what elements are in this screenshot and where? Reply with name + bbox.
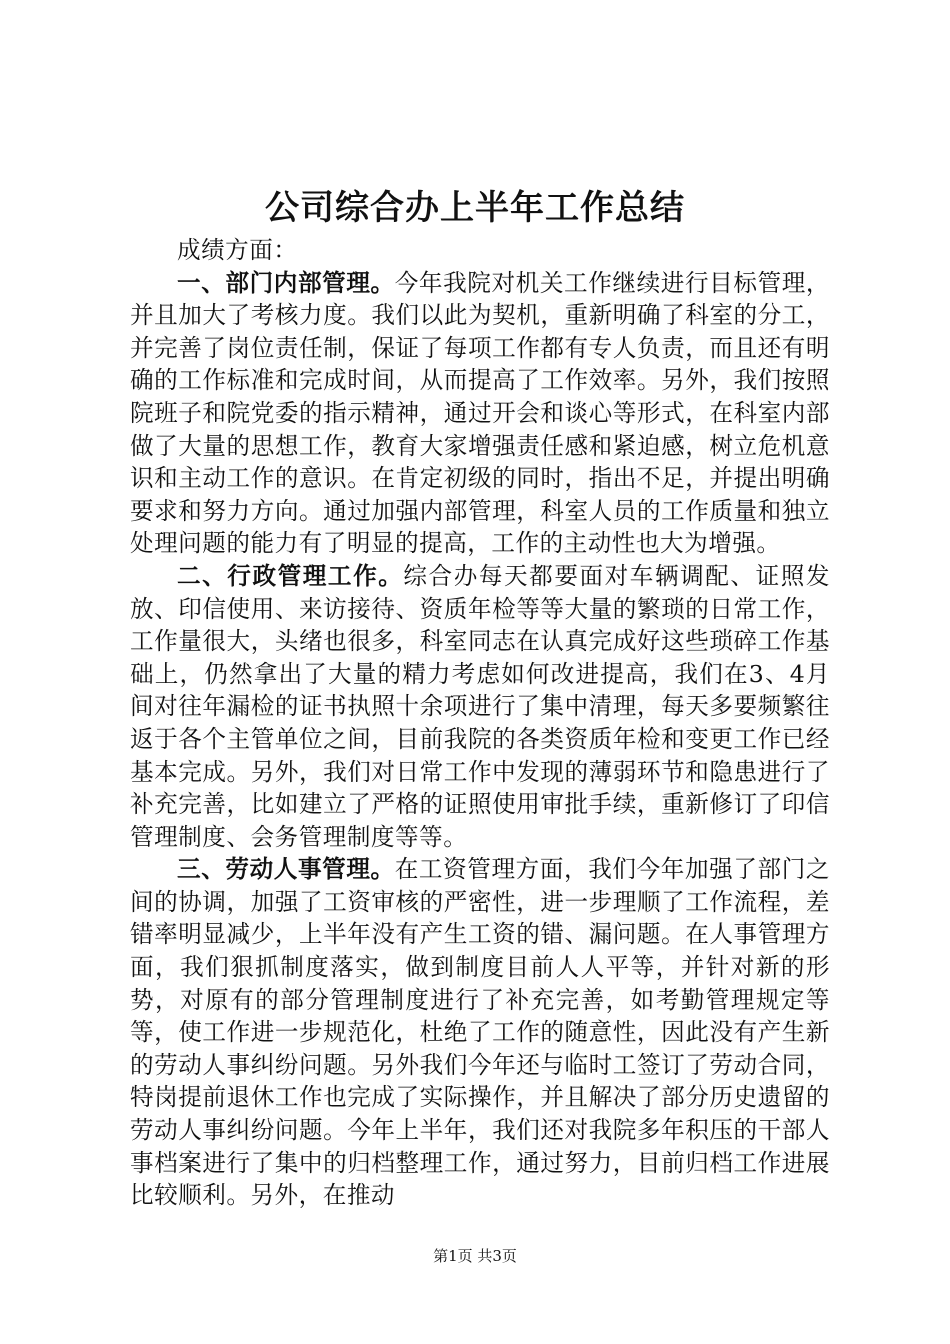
section-paragraph (130, 853, 830, 1212)
document-body (130, 234, 830, 1212)
section-text: 在工资管理方面，我们今年加强了部门之间的协调，加强了工资审核的严密性，进一步理顺了工作流程，差错率明显减少，上半年没有产生工资的错、漏问题。在人事管理方面，我们狠抓制度落实，做到制度目前人人平等，并针对新的形势，对原有的部分管理制度进行了补充完善，如考勤管理规定等等，使工作进一步规范化，杜绝了工作的随意性，因此没有产生新的劳动人事纠纷问题。另外我们今年还与临时工签订了劳动合同，特岗提前退休工作也完成了实际操作，并且解决了部分历史遗留的劳动人事纠纷问题。今年上半年，我们还对我院多年积压的干部人事档案进行了集中的归档整理工作，通过努力，目前归档工作进展比较顺利。另外，在推动 (130, 855, 831, 1210)
section-heading: 三、劳动人事管理。 (177, 855, 395, 884)
section-text: 今年我院对机关工作继续进行目标管理，并且加大了考核力度。我们以此为契机，重新明确了科室的分工，并完善了岗位责任制，保证了每项工作都有专人负责，而且还有明确的工作标准和完成时间，从而提高了工作效率。另外，我们按照院班子和院党委的指示精神，通过开会和谈心等形式，在科室内部做了大量的思想工作，教育大家增强责任感和紧迫感，树立危机意识和主动工作的意识。在肯定初级的同时，指出不足，并提出明确要求和努力方向。通过加强内部管理，科室人员的工作质量和独立处理问题的能力有了明显的提高，工作的主动性也大为增强。 (130, 268, 831, 558)
document-title: 公司综合办上半年工作总结 (265, 188, 685, 228)
page-footer: 第1页 共3页 (433, 1247, 517, 1265)
intro-line: 成绩方面： (177, 236, 298, 264)
section-paragraph (130, 267, 830, 560)
section-heading: 一、部门内部管理。 (177, 268, 395, 297)
section-text: 综合办每天都要面对车辆调配、证照发放、印信使用、来访接待、资质年检等等大量的繁琐的日常工作，工作量很大，头绪也很多，科室同志在认真完成好这些琐碎工作基础上，仍然拿出了大量的精力考虑如何改进提高，我们在3、4月间对往年漏检的证书执照十余项进行了集中清理，每天多要频繁往返于各个主管单位之间，目前我院的各类资质年检和变更工作已经基本完成。另外，我们对日常工作中发现的薄弱环节和隐患进行了补充完善，比如建立了严格的证照使用审批手续，重新修订了印信管理制度、会务管理制度等等。 (130, 561, 830, 851)
section-heading: 二、行政管理工作。 (177, 561, 404, 590)
section-paragraph (130, 560, 830, 853)
